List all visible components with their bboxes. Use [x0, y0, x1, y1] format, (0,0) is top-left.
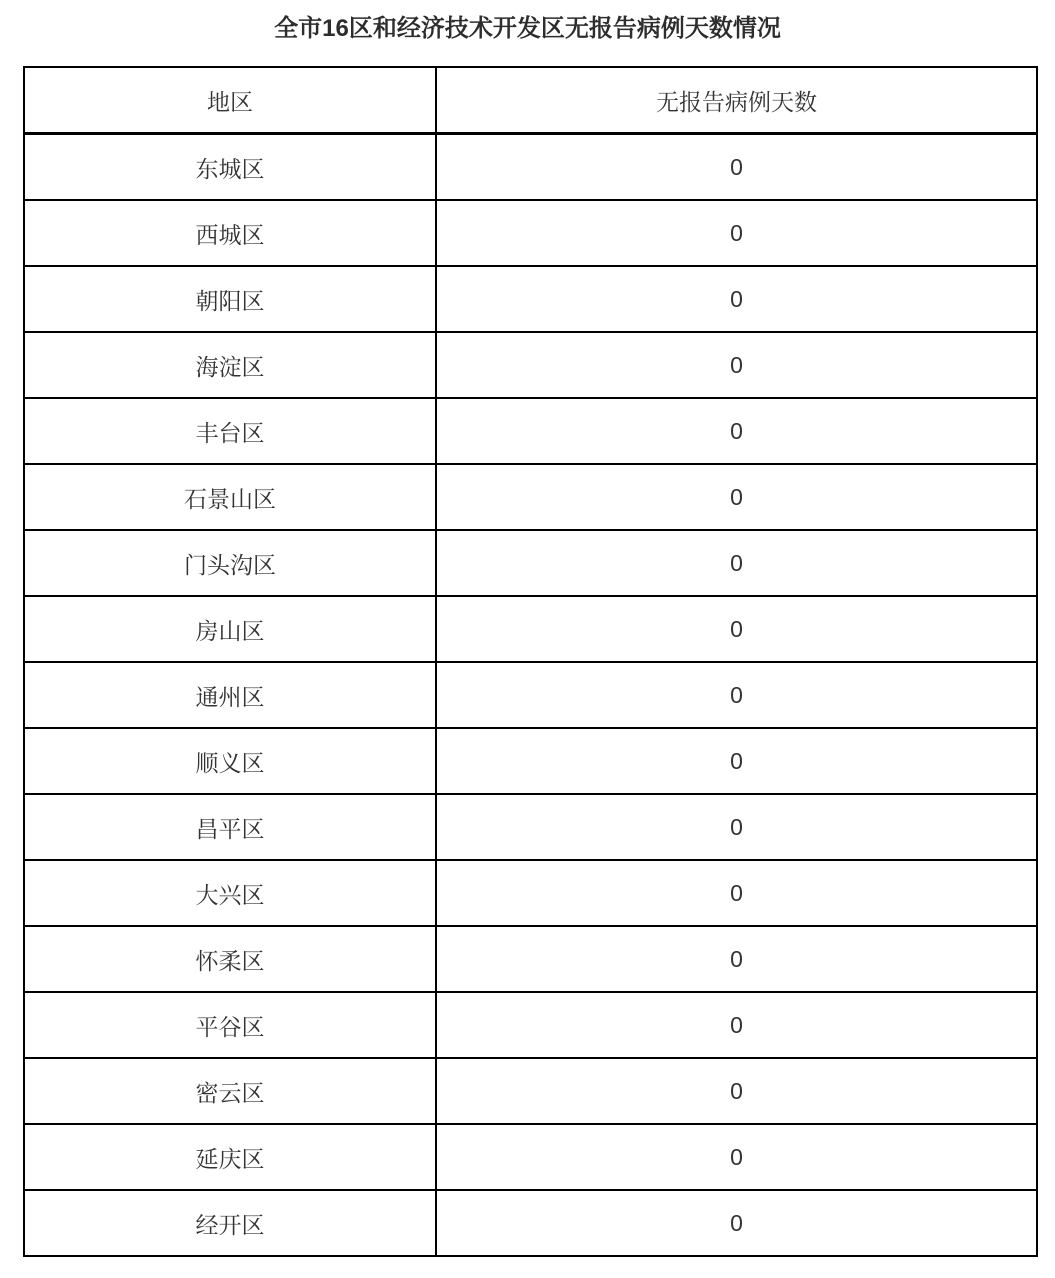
- region-cell: 房山区: [24, 596, 436, 662]
- region-cell: 经开区: [24, 1190, 436, 1256]
- days-cell: 0: [436, 992, 1037, 1058]
- table-row: [24, 860, 1037, 926]
- table-row: [24, 1124, 1037, 1190]
- table-row: [24, 530, 1037, 596]
- days-cell: 0: [436, 728, 1037, 794]
- days-cell: 0: [436, 794, 1037, 860]
- days-cell: 0: [436, 596, 1037, 662]
- region-cell: 丰台区: [24, 398, 436, 464]
- table-row: [24, 200, 1037, 266]
- days-cell: 0: [436, 332, 1037, 398]
- column-header-days: 无报告病例天数: [436, 67, 1037, 134]
- days-cell: 0: [436, 464, 1037, 530]
- region-cell: 密云区: [24, 1058, 436, 1124]
- days-cell: 0: [436, 1058, 1037, 1124]
- region-cell: 怀柔区: [24, 926, 436, 992]
- table-row: [24, 398, 1037, 464]
- table-row: [24, 662, 1037, 728]
- table-row: [24, 596, 1037, 662]
- days-cell: 0: [436, 200, 1037, 266]
- region-cell: 大兴区: [24, 860, 436, 926]
- region-cell: 平谷区: [24, 992, 436, 1058]
- table-row: [24, 1058, 1037, 1124]
- region-cell: 昌平区: [24, 794, 436, 860]
- table-row: [24, 992, 1037, 1058]
- region-cell: 顺义区: [24, 728, 436, 794]
- table-header: [24, 67, 1037, 134]
- region-cell: 延庆区: [24, 1124, 436, 1190]
- region-cell: 门头沟区: [24, 530, 436, 596]
- table-row: [24, 464, 1037, 530]
- days-cell: 0: [436, 1124, 1037, 1190]
- days-cell: 0: [436, 134, 1037, 201]
- days-cell: 0: [436, 266, 1037, 332]
- days-cell: 0: [436, 398, 1037, 464]
- days-cell: 0: [436, 1190, 1037, 1256]
- table-body: [24, 134, 1037, 1257]
- table-row: [24, 926, 1037, 992]
- table-row: [24, 266, 1037, 332]
- days-cell: 0: [436, 926, 1037, 992]
- region-cell: 海淀区: [24, 332, 436, 398]
- no-case-days-table: [23, 66, 1038, 1257]
- days-cell: 0: [436, 860, 1037, 926]
- days-cell: 0: [436, 662, 1037, 728]
- region-cell: 石景山区: [24, 464, 436, 530]
- region-cell: 西城区: [24, 200, 436, 266]
- table-row: [24, 332, 1037, 398]
- page-title: 全市16区和经济技术开发区无报告病例天数情况: [274, 15, 781, 42]
- table-row: [24, 794, 1037, 860]
- column-header-region: 地区: [24, 67, 436, 134]
- header-row: [24, 67, 1037, 134]
- table-row: [24, 728, 1037, 794]
- region-cell: 通州区: [24, 662, 436, 728]
- table-row: [24, 1190, 1037, 1256]
- region-cell: 东城区: [24, 134, 436, 201]
- table-row: [24, 134, 1037, 201]
- days-cell: 0: [436, 530, 1037, 596]
- region-cell: 朝阳区: [24, 266, 436, 332]
